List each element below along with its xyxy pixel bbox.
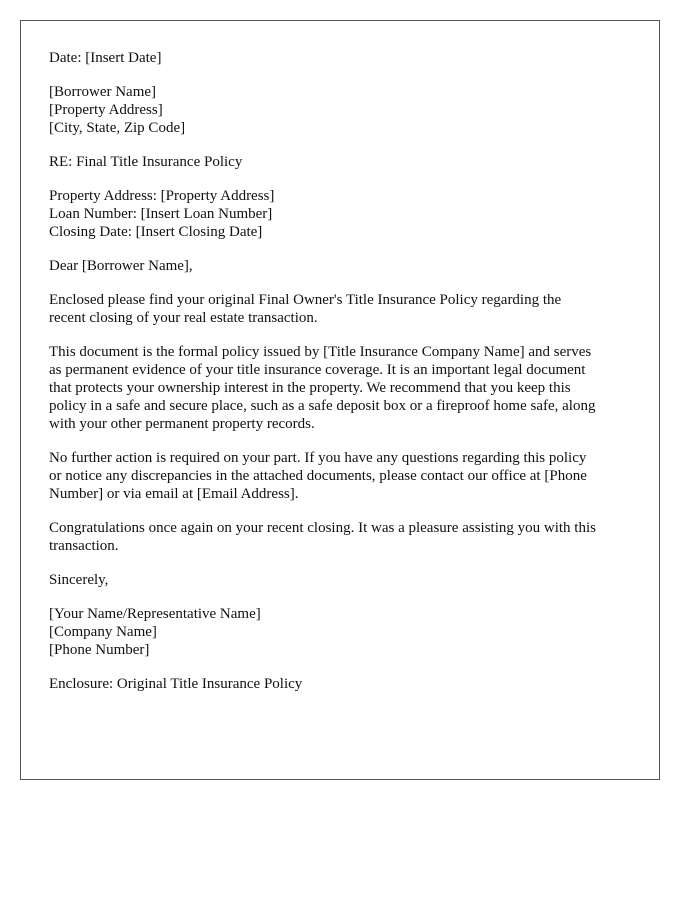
text-line: This document is the formal policy issued by [Title Insurance Company Name] and serves: [49, 344, 592, 360]
date-text: Date: [Insert Date]: [49, 50, 162, 66]
subject-line: [49, 153, 649, 171]
details-block: [49, 187, 649, 241]
text-line: No further action is required on your part. If you have any questions regarding this policy: [49, 450, 587, 466]
closing-text: Sincerely,: [49, 572, 109, 588]
text-line: that protects your ownership interest in the property. We recommend that you keep this: [49, 380, 571, 396]
text-line: transaction.: [49, 538, 119, 554]
letter-body: [49, 49, 649, 709]
paragraph-enclosed: [49, 291, 649, 327]
text-line: or notice any discrepancies in the attached documents, please contact our office at [Phone: [49, 468, 587, 484]
salutation: [49, 257, 649, 275]
phone-number: [Phone Number]: [49, 642, 150, 658]
text-line: recent closing of your real estate transaction.: [49, 310, 318, 326]
date-line: [49, 49, 649, 67]
company-name: [Company Name]: [49, 624, 157, 640]
recipient-address: [Property Address]: [49, 102, 163, 118]
property-address: Property Address: [Property Address]: [49, 188, 275, 204]
enclosure-line: [49, 675, 649, 693]
letter-page: [20, 20, 660, 780]
enclosure-text: Enclosure: Original Title Insurance Policy: [49, 676, 303, 692]
recipient-name: [Borrower Name]: [49, 84, 157, 100]
text-line: Number] or via email at [Email Address].: [49, 486, 299, 502]
signature-block: [49, 605, 649, 659]
text-line: Enclosed please find your original Final Owner's Title Insurance Policy regarding the: [49, 292, 562, 308]
paragraph-contact: [49, 449, 649, 503]
text-line: Congratulations once again on your recent closing. It was a pleasure assisting you with this: [49, 520, 596, 536]
paragraph-policy: [49, 343, 649, 433]
closing-date: Closing Date: [Insert Closing Date]: [49, 224, 263, 240]
loan-number: Loan Number: [Insert Loan Number]: [49, 206, 273, 222]
closing: [49, 571, 649, 589]
paragraph-congratulations: [49, 519, 649, 555]
text-line: with your other permanent property records.: [49, 416, 315, 432]
text-line: as permanent evidence of your title insurance coverage. It is an important legal document: [49, 362, 586, 378]
signer-name: [Your Name/Representative Name]: [49, 606, 261, 622]
recipient-city: [City, State, Zip Code]: [49, 120, 186, 136]
text-line: policy in a safe and secure place, such as a safe deposit box or a fireproof home safe, along: [49, 398, 596, 414]
subject-text: RE: Final Title Insurance Policy: [49, 154, 243, 170]
recipient-block: [49, 83, 649, 137]
salutation-text: Dear [Borrower Name],: [49, 258, 193, 274]
